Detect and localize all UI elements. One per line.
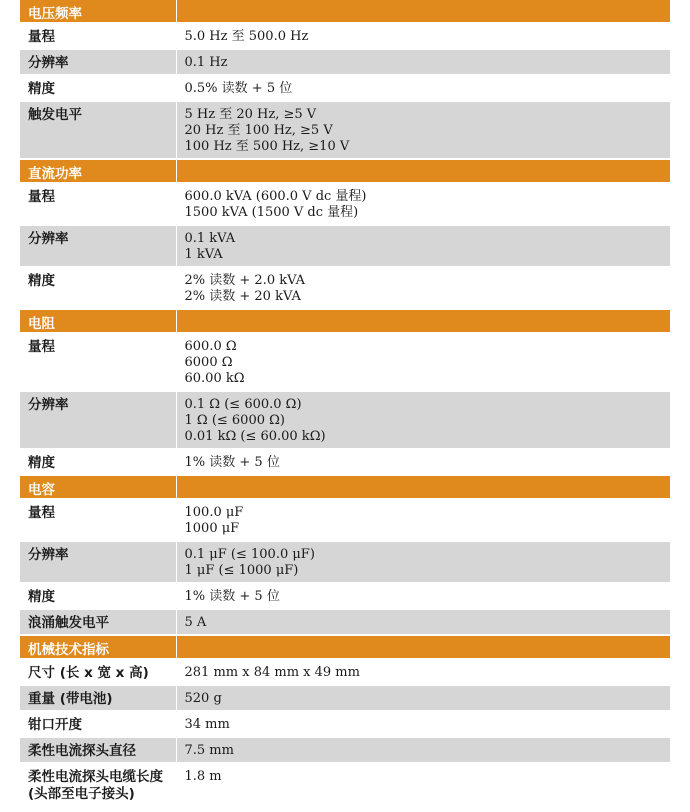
spec-row [20,267,670,309]
spec-value [176,333,670,391]
spec-value [176,541,670,583]
spec-row [20,333,670,391]
spec-value-line: 0.5% 读数 + 5 位 [184,81,293,96]
spec-value-line: 60.00 kΩ [184,371,245,386]
spec-row [20,499,670,541]
spec-value-line: 600.0 kVA (600.0 V dc 量程) [184,189,367,204]
section-header-spacer [176,635,670,659]
spec-value-line: 1000 μF [184,521,240,536]
spec-label: 分辨率 [20,225,176,267]
spec-value-line: 1% 读数 + 5 位 [184,455,280,470]
spec-value [176,711,670,737]
spec-label: 浪涌触发电平 [20,609,176,635]
spec-value [176,685,670,711]
spec-row [20,183,670,225]
section-title: 电压频率 [20,0,176,23]
spec-value-line: 5.0 Hz 至 500.0 Hz [184,29,309,44]
spec-label: 分辨率 [20,49,176,75]
section-header-spacer [176,159,670,183]
section-header-spacer [176,475,670,499]
spec-label: 量程 [20,183,176,225]
section-header [20,475,670,499]
spec-label: 精度 [20,267,176,309]
spec-row [20,75,670,101]
spec-label: 重量 (带电池) [20,685,176,711]
spec-value-line: 100 Hz 至 500 Hz, ≥10 V [184,139,350,154]
spec-row [20,659,670,685]
section-title: 直流功率 [20,159,176,183]
spec-row [20,711,670,737]
spec-value [176,609,670,635]
spec-table-body [20,0,670,804]
spec-value-line: 0.01 kΩ (≤ 60.00 kΩ) [184,429,326,444]
spec-value [176,763,670,804]
spec-value-line: 1 μF (≤ 1000 μF) [184,563,299,578]
section-header [20,159,670,183]
spec-value-line: 5 Hz 至 20 Hz, ≥5 V [184,107,317,122]
spec-label: 分辨率 [20,391,176,449]
spec-row [20,685,670,711]
spec-label: 精度 [20,449,176,475]
spec-value-line: 6000 Ω [184,355,233,370]
section-title: 机械技术指标 [20,635,176,659]
spec-value [176,183,670,225]
spec-label: 量程 [20,499,176,541]
spec-label: 精度 [20,583,176,609]
spec-value-line: 1 kVA [184,247,223,262]
spec-value-line: 2% 读数 + 2.0 kVA [184,273,305,288]
spec-label: 量程 [20,333,176,391]
section-header-spacer [176,309,670,333]
spec-value [176,75,670,101]
spec-label: 尺寸 (长 x 宽 x 高) [20,659,176,685]
spec-row [20,449,670,475]
section-title: 电阻 [20,309,176,333]
section-header [20,635,670,659]
spec-value-line: 600.0 Ω [184,339,237,354]
spec-value-line: 1.8 m [184,769,222,784]
spec-row [20,49,670,75]
spec-value-line: 2% 读数 + 20 kVA [184,289,301,304]
spec-value-line: 5 A [184,615,207,630]
spec-row [20,583,670,609]
spec-value-line: 281 mm x 84 mm x 49 mm [184,665,360,680]
spec-value-line: 520 g [184,691,222,706]
spec-value-line: 1500 kVA (1500 V dc 量程) [184,205,359,220]
spec-value-line: 7.5 mm [184,743,234,758]
spec-value-line: 0.1 kVA [184,231,236,246]
spec-value-line: 34 mm [184,717,230,732]
spec-value-line: 0.1 Ω (≤ 600.0 Ω) [184,397,302,412]
spec-label: 柔性电流探头直径 [20,737,176,763]
spec-value [176,449,670,475]
spec-label: 分辨率 [20,541,176,583]
spec-value-line: 0.1 μF (≤ 100.0 μF) [184,547,315,562]
spec-label: 触发电平 [20,101,176,159]
spec-value [176,583,670,609]
section-header-spacer [176,0,670,23]
spec-value [176,225,670,267]
spec-row [20,541,670,583]
spec-row [20,23,670,49]
spec-row [20,763,670,804]
spec-value-line: 0.1 Hz [184,55,228,70]
section-title: 电容 [20,475,176,499]
spec-row [20,101,670,159]
spec-value-line: 1% 读数 + 5 位 [184,589,280,604]
spec-row [20,609,670,635]
spec-value [176,391,670,449]
spec-value [176,499,670,541]
spec-value-line: 100.0 μF [184,505,244,520]
spec-value-line: 20 Hz 至 100 Hz, ≥5 V [184,123,333,138]
spec-value [176,23,670,49]
spec-label: 量程 [20,23,176,49]
spec-value [176,49,670,75]
spec-label: 钳口开度 [20,711,176,737]
spec-table [20,0,671,805]
spec-row [20,391,670,449]
spec-row [20,737,670,763]
spec-value [176,267,670,309]
spec-value [176,659,670,685]
spec-value [176,737,670,763]
section-header [20,0,670,23]
section-header [20,309,670,333]
spec-label: 柔性电流探头电缆长度 (头部至电子接头) [20,763,176,804]
spec-value-line: 1 Ω (≤ 6000 Ω) [184,413,285,428]
spec-value [176,101,670,159]
spec-label: 精度 [20,75,176,101]
spec-row [20,225,670,267]
